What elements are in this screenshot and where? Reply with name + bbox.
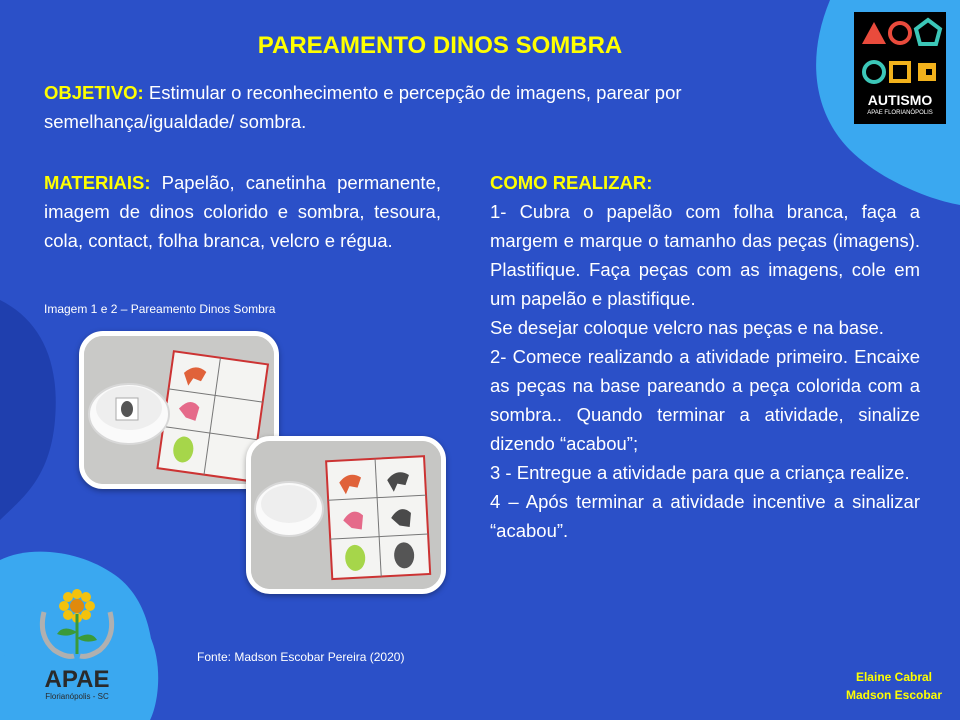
- materiais-label: MATERIAIS:: [44, 172, 151, 193]
- step-1-note: Se desejar coloque velcro nas peças e na base.: [490, 317, 884, 338]
- step-4: 4 – Após terminar a atividade incentive a sinalizar “acabou”.: [490, 491, 920, 541]
- objetivo-label: OBJETIVO:: [44, 82, 144, 103]
- objetivo-paragraph: [44, 78, 804, 136]
- activity-photo-2: [246, 436, 446, 594]
- autismo-logo-sub: APAE FLORIANÓPOLIS: [867, 110, 933, 116]
- apae-logo-name: APAE: [44, 666, 110, 693]
- materiais-paragraph: [44, 168, 441, 255]
- apae-flower-icon: [22, 582, 132, 672]
- step-1: 1- Cubra o papelão com folha branca, faça a margem e marque o tamanho das peças (imagens). Plastifique. Faça peças com as imagens, cole em um papelão e plastifique.: [490, 201, 920, 309]
- credits: [846, 668, 942, 704]
- materiais-text: Papelão, canetinha permanente, imagem de dinos colorido e sombra, tesoura, cola, contact, folha branca, velcro e régua.: [44, 172, 441, 251]
- autismo-logo-name: AUTISMO: [867, 92, 933, 108]
- autismo-logo: [854, 12, 946, 124]
- dino-board-photo-2: [251, 441, 441, 589]
- apae-logo: [22, 582, 132, 702]
- source-citation: Fonte: Madson Escobar Pereira (2020): [197, 650, 405, 664]
- image-caption: Imagem 1 e 2 – Pareamento Dinos Sombra: [44, 302, 276, 316]
- apae-logo-sub: Florianópolis - SC: [45, 692, 109, 701]
- credit-author-2: Madson Escobar: [845, 688, 942, 702]
- step-2: 2- Comece realizando a atividade primeiro. Encaixe as peças na base pareando a peça colorida com a sombra.. Quando terminar a atividade, sinalize dizendo “acabou”;: [490, 346, 920, 454]
- como-realizar-section: [490, 168, 920, 545]
- step-3: 3 - Entregue a atividade para que a criança realize.: [490, 462, 910, 483]
- objetivo-text: Estimular o reconhecimento e percepção de imagens, parear por semelhança/igualdade/ sombra.: [44, 82, 682, 132]
- page-title: PAREAMENTO DINOS SOMBRA: [257, 32, 623, 59]
- credit-author-1: Elaine Cabral: [855, 670, 932, 684]
- como-realizar-heading: COMO REALIZAR:: [490, 172, 653, 193]
